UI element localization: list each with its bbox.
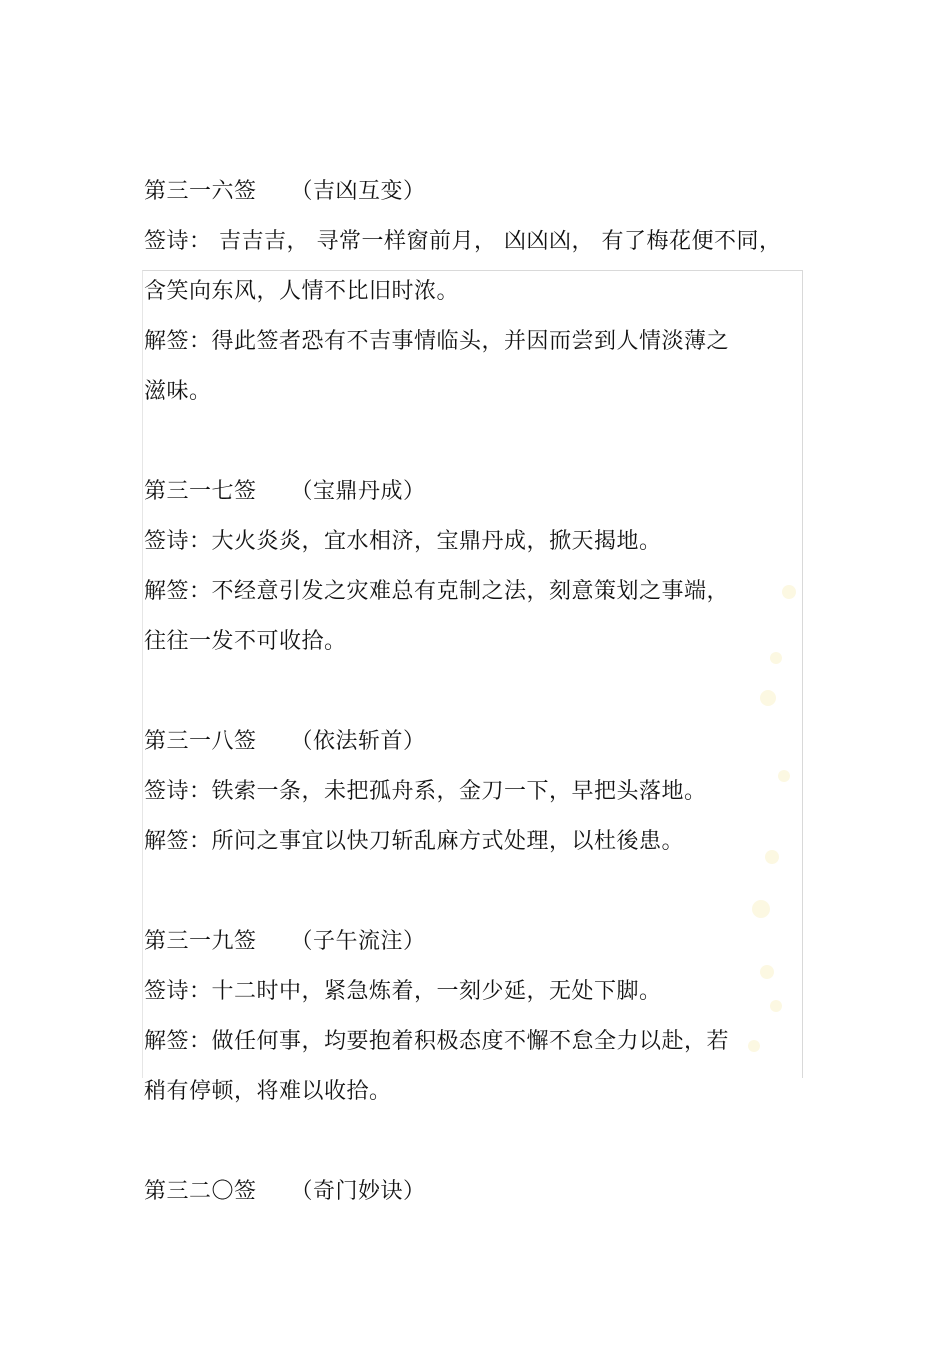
section-heading: 第三一八签 （依法斩首） (144, 729, 426, 754)
oracle-poem-continued: 含笑向东风，人情不比旧时浓。 (144, 279, 460, 304)
oracle-interpretation: 解签：不经意引发之灾难总有克制之法，刻意策划之事端， (144, 579, 730, 604)
decorative-dot (760, 965, 774, 979)
decorative-dot (765, 850, 779, 864)
oracle-interpretation: 解签：做任何事，均要抱着积极态度不懈不怠全力以赴，若 (144, 1029, 730, 1054)
oracle-interpretation-continued: 稍有停顿，将难以收拾。 (144, 1079, 392, 1104)
decorative-dot (770, 652, 782, 664)
oracle-interpretation-continued: 往往一发不可收拾。 (144, 629, 347, 654)
decorative-dot (752, 900, 770, 918)
oracle-interpretation-continued: 滋味。 (144, 379, 212, 404)
oracle-poem: 签诗：大火炎炎，宜水相济，宝鼎丹成，掀天揭地。 (144, 529, 662, 554)
section-heading: 第三一九签 （子午流注） (144, 929, 426, 954)
oracle-interpretation: 解签：得此签者恐有不吉事情临头，并因而尝到人情淡薄之 (144, 329, 730, 354)
section-heading: 第三一六签 （吉凶互变） (144, 179, 426, 204)
section-heading: 第三一七签 （宝鼎丹成） (144, 479, 426, 504)
decorative-dot (748, 1040, 760, 1052)
decorative-dot (770, 1000, 782, 1012)
decorative-dot (760, 690, 776, 706)
decorative-dot (782, 585, 796, 599)
section-heading: 第三二〇签 （奇门妙诀） (144, 1179, 426, 1204)
oracle-interpretation: 解签：所问之事宜以快刀斩乱麻方式处理，以杜後患。 (144, 829, 685, 854)
oracle-poem: 签诗：十二时中，紧急炼着，一刻少延，无处下脚。 (144, 979, 662, 1004)
oracle-poem: 签诗： 吉吉吉， 寻常一样窗前月， 凶凶凶， 有了梅花便不同， (144, 229, 782, 254)
oracle-poem: 签诗：铁索一条，未把孤舟系，金刀一下，早把头落地。 (144, 779, 707, 804)
decorative-dot (778, 770, 790, 782)
